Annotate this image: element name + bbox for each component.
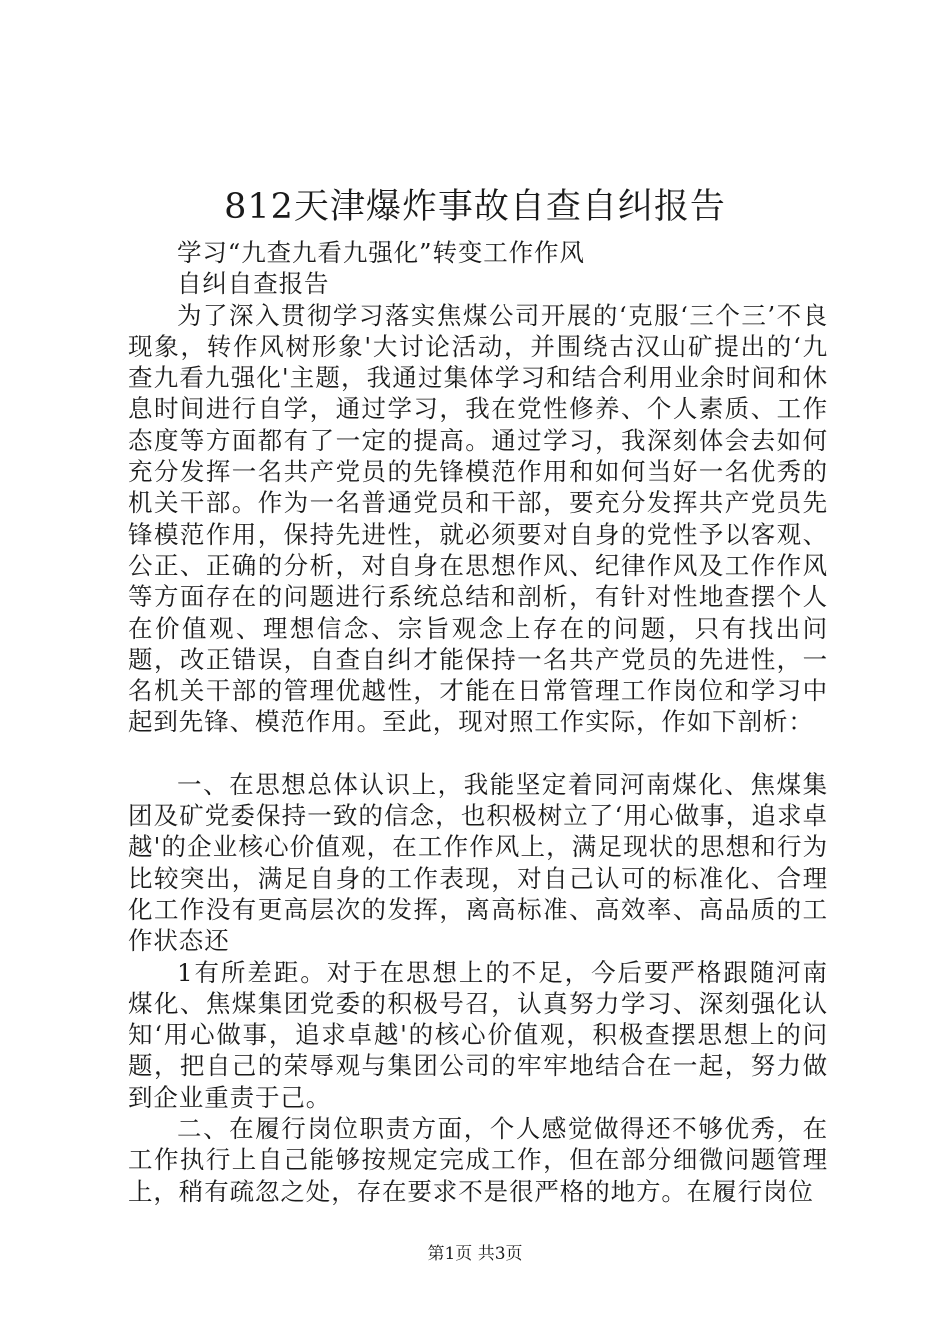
subtitle-line: 自纠自查报告 [177,269,330,299]
document-title: 812天津爆炸事故自查自纠报告 [224,187,726,227]
section-one-continued-paragraph: 1有所差距。对于在思想上的不足，今后要严格跟随河南煤化、焦煤集团党委的积极号召，认真努力学习、深刻强化认知‘用心做事，追求卓越'的核心价值观，积极查摆思想上的问题，把自己的荣辱观与集团公司的牢牢地结合在一起，努力做到企业重责于己。 [128,957,828,1112]
page-number-footer: 第1页 共3页 [427,1244,523,1264]
document-body [128,237,828,1207]
intro-paragraph: 为了深入贯彻学习落实焦煤公司开展的‘克服‘三个三’不良现象，转作风树形象'大讨论活动，并围绕古汉山矿提出的‘九查九看九强化'主题，我通过集体学习和结合利用业余时间和休息时间进行自学，通过学习，我在党性修养、个人素质、工作态度等方面都有了一定的提高。通过学习，我深刻体会去如何充分发挥一名共产党员的先锋模范作用和如何当好一名优秀的机关干部。作为一名普通党员和干部，要充分发挥共产党员先锋模范作用，保持先进性，就必须要对自身的党性予以客观、公正、正确的分析，对自身在思想作风、纪律作风及工作作风等方面存在的问题进行系统总结和剖析，有针对性地查摆个人在价值观、理想信念、宗旨观念上存在的问题，只有找出问题，改正错误，自查自纠才能保持一名共产党员的先进性，一名机关干部的管理优越性，才能在日常管理工作岗位和学习中起到先锋、模范作用。至此，现对照工作实际，作如下剖析： [128,300,828,737]
section-one-paragraph: 一、在思想总体认识上，我能坚定着同河南煤化、焦煤集团及矿党委保持一致的信念，也积极树立了‘用心做事，追求卓越'的企业核心价值观，在工作作风上，满足现状的思想和行为比较突出，满足自身的工作表现，对自己认可的标准化、合理化工作没有更高层次的发挥，离高标准、高效率、高品质的工作状态还 [128,769,828,956]
section-two-paragraph: 二、在履行岗位职责方面，个人感觉做得还不够优秀，在工作执行上自己能够按规定完成工作，但在部分细微问题管理上，稍有疏忽之处，存在要求不是很严格的地方。在履行岗位 [128,1114,828,1206]
subtitle-line: 学习“九查九看九强化”转变工作作风 [177,238,585,267]
